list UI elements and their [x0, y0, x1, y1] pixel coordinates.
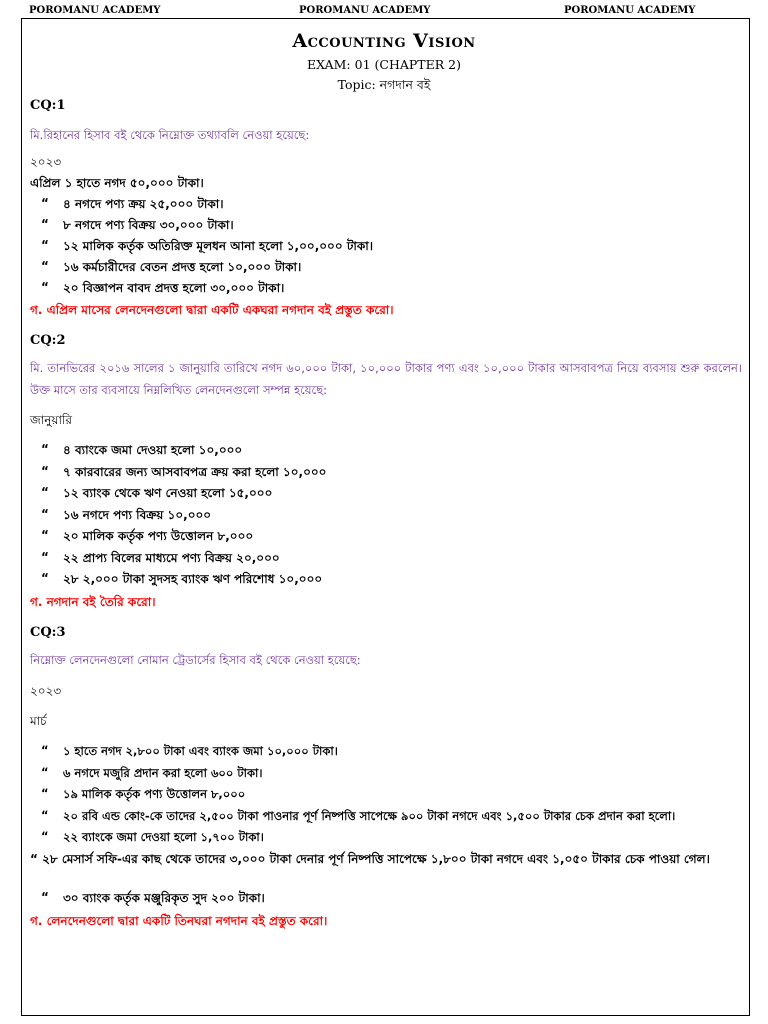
- ditto-mark: “: [41, 549, 49, 564]
- header-left: POROMANU ACADEMY: [29, 5, 161, 16]
- row-text: ১২ মালিক কর্তৃক অতিরিক্ত মূলধন আনা হলো ১,০০,০০০ টাকা।: [63, 239, 374, 253]
- cq1-first-line: এপ্রিল ১ হাতে নগদ ৫০,০০০ টাকা।: [30, 176, 204, 190]
- entry-row: [0, 808, 768, 828]
- entry-row: [0, 442, 768, 462]
- page-header: [0, 5, 768, 19]
- ditto-mark: “: [41, 571, 49, 585]
- ditto-mark: “: [41, 217, 49, 231]
- cq1-question: গ. এপ্রিল মাসের লেনদেনগুলো দ্বারা একটি একঘরা নগদান বই প্রস্তুত করো।: [30, 303, 394, 317]
- ditto-mark: “: [41, 786, 49, 800]
- cq2-question: গ. নগদান বই তৈরি করো।: [30, 595, 156, 609]
- ditto-mark: “: [41, 280, 49, 294]
- ditto-mark: “: [41, 807, 49, 822]
- row-text: ৮ নগদে পণ্য বিক্রয় ৩০,০০০ টাকা।: [63, 218, 234, 232]
- row-text: ১৯ মালিক কর্তৃক পণ্য উত্তোলন ৮,০০০: [63, 787, 246, 801]
- row-text: ১৬ নগদে পণ্য বিক্রয় ১০,০০০: [63, 507, 212, 522]
- entry-row: [0, 259, 768, 279]
- row-text: ২০ বিজ্ঞাপন বাবদ প্রদত্ত হলো ৩০,০০০ টাকা।: [63, 281, 285, 295]
- ditto-mark: “: [41, 829, 49, 843]
- ditto-mark: “: [41, 259, 49, 273]
- entry-row: [0, 528, 768, 548]
- ditto-mark: “: [41, 743, 49, 757]
- row-text: ১ হাতে নগদ ২,৮০০ টাকা এবং ব্যাংক জমা ১০,০০০ টাকা।: [63, 744, 338, 758]
- cq3-month: মার্চ: [30, 714, 47, 728]
- entry-row: [0, 238, 768, 258]
- row-text: ৪ ব্যাংকে জমা দেওয়া হলো ১০,০০০: [63, 443, 243, 457]
- cq2-month: জানুয়ারি: [30, 413, 72, 427]
- row-text: ২০ মালিক কর্তৃক পণ্য উত্তোলন ৮,০০০: [63, 529, 254, 543]
- row-text: ১২ ব্যাংক থেকে ঋণ নেওয়া হলো ১৫,০০০: [63, 486, 273, 500]
- cq1-intro: মি.রিহানের হিসাব বই থেকে নিম্নোক্ত তথ্যাবলি নেওয়া হয়েছে:: [30, 128, 310, 142]
- cq2-label: CQ:2: [30, 333, 66, 348]
- exam-label: EXAM: 01 (CHAPTER 2): [307, 57, 461, 72]
- row-text: ৪ নগদে পণ্য ক্রয় ২৫,০০০ টাকা।: [63, 197, 224, 211]
- entry-row: [0, 217, 768, 237]
- header-right: POROMANU ACADEMY: [564, 5, 696, 16]
- ditto-mark: “: [41, 442, 49, 456]
- ditto-mark: “: [41, 196, 49, 210]
- cq3-row-28: “ ২৮ মেসার্স সফি-এর কাছ থেকে তাদের ৩,০০০ টাকা দেনার পূর্ণ নিষ্পত্তি সাপেক্ষে ১,৮০০ টাকা নগদে এবং ১,০৫০ টাকার চেক পাওয়া গেল।: [30, 852, 710, 866]
- entry-row: [0, 765, 768, 785]
- row-text: ১৬ কর্মচারীদের বেতন প্রদত্ত হলো ১০,০০০ টাকা।: [63, 260, 302, 274]
- ditto-mark: “: [41, 528, 49, 542]
- row-text: ৩০ ব্যাংক কর্তৃক মঞ্জুরিকৃত সুদ ২০০ টাকা।: [63, 891, 265, 905]
- row-text: ২৮ ২,০০০ টাকা সুদসহ ব্যাংক ঋণ পরিশোধ ১০,০০০: [63, 572, 323, 586]
- row-text: ৬ নগদে মজুরি প্রদান করা হলো ৬০০ টাকা।: [63, 765, 263, 780]
- ditto-mark: “: [41, 485, 49, 499]
- topic-label: Topic: নগদান বই: [337, 77, 431, 92]
- entry-row: [0, 485, 768, 505]
- ditto-mark: “: [41, 238, 49, 252]
- entry-row: [0, 550, 768, 570]
- cq3-row-30: [0, 890, 768, 910]
- header-center: POROMANU ACADEMY: [299, 5, 431, 16]
- row-text: ২২ ব্যাংকে জমা দেওয়া হলো ১,৭০০ টাকা।: [63, 830, 264, 844]
- entry-row: [0, 507, 768, 527]
- entry-row: [0, 743, 768, 763]
- entry-row: [0, 280, 768, 300]
- cq1-label: CQ:1: [30, 98, 66, 113]
- ditto-mark: “: [41, 463, 49, 478]
- entry-row: [0, 786, 768, 806]
- cq3-year: ২০২৩: [30, 684, 62, 698]
- ditto-mark: “: [41, 890, 49, 904]
- entry-row: [0, 571, 768, 591]
- ditto-mark: “: [41, 764, 49, 779]
- row-text: ৭ কারবারের জন্য আসবাবপত্র ক্রয় করা হলো ১০,০০০: [63, 464, 327, 479]
- ditto-mark: “: [41, 506, 49, 521]
- cq2-intro: মি. তানভিরের ২০১৬ সালের ১ জানুয়ারি তারিখে নগদ ৬০,০০০ টাকা, ১০,০০০ টাকার পণ্য এবং ১০,০০০ টাকার আসবাবপত্র নিয়ে ব্যবসায় শুরু করলেন। উক্ত মাসে তার ব্যবসায়ে নিম্নলিখিত লেনদেনগুলো সম্পন্ন হয়েছে:: [30, 361, 742, 397]
- cq3-intro: নিম্নোক্ত লেনদেনগুলো নোমান ট্রেডার্সের হিসাব বই থেকে নেওয়া হয়েছে:: [30, 653, 361, 667]
- row-text: ২২ প্রাপ্য বিলের মাধ্যমে পণ্য বিক্রয় ২০,০০০: [63, 550, 280, 565]
- entry-row: [0, 464, 768, 484]
- entry-row: [0, 829, 768, 849]
- cq3-question: গ. লেনদেনগুলো দ্বারা একটি তিনঘরা নগদান বই প্রস্তুত করো।: [30, 914, 328, 928]
- row-text: ২০ রবি এন্ড কোং-কে তাদের ২,৫০০ টাকা পাওনার পূর্ণ নিষ্পত্তি সাপেক্ষে ৯০০ টাকা নগদে এবং ১,৫০০ টাকার চেক প্রদান করা হলো।: [63, 808, 676, 823]
- entry-row: [0, 196, 768, 216]
- cq3-label: CQ:3: [30, 625, 66, 640]
- document-title: Accounting Vision: [292, 30, 476, 52]
- cq1-year: ২০২৩: [30, 155, 62, 169]
